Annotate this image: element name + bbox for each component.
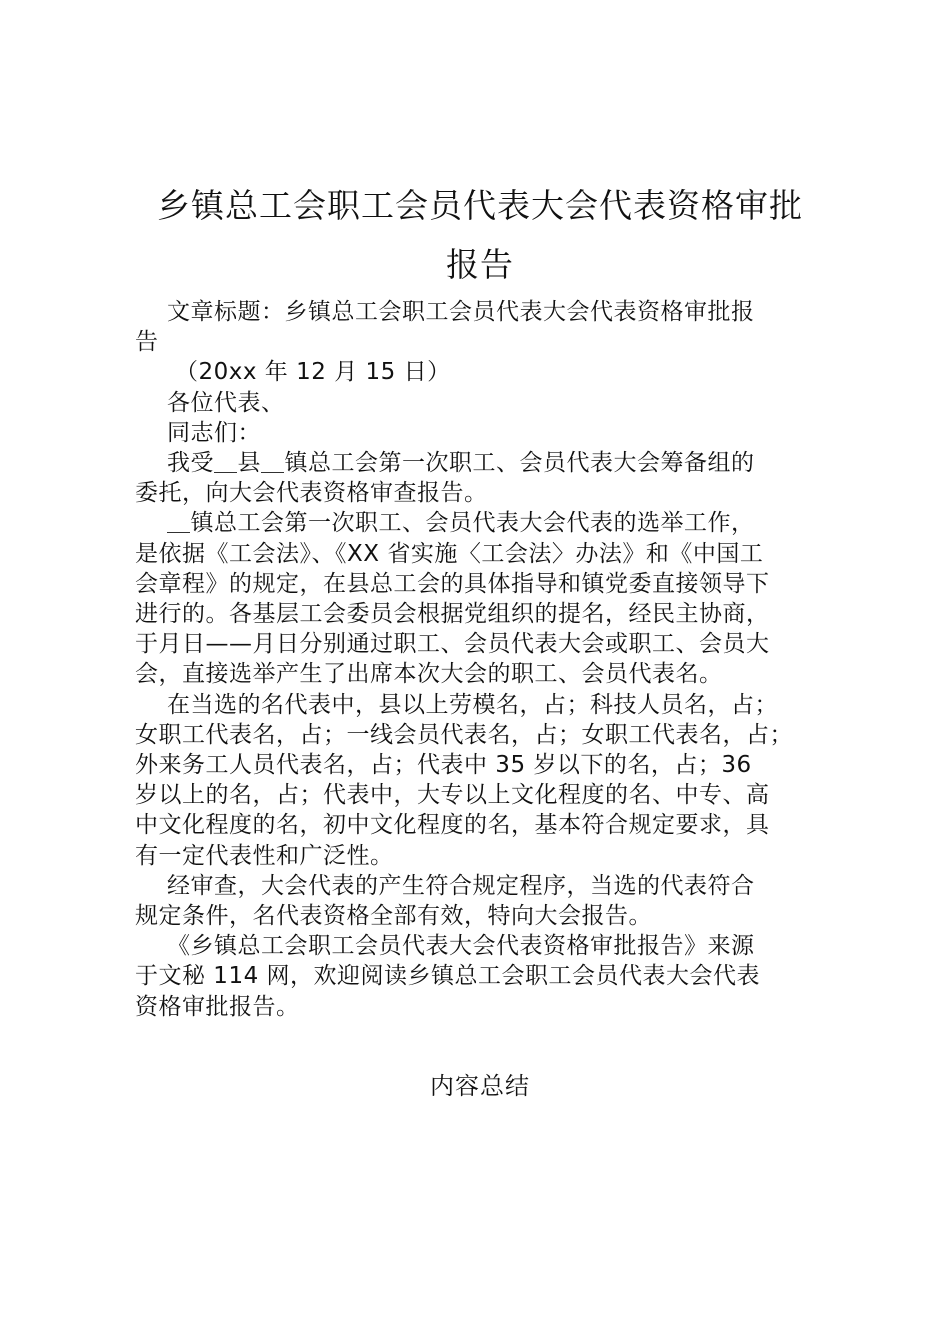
paragraph-3 [135, 690, 850, 871]
text-line: 于文秘 114 网，欢迎阅读乡镇总工会职工会员代表大会代表 [135, 963, 761, 990]
text-line: 文章标题：乡镇总工会职工会员代表大会代表资格审批报 [167, 299, 755, 325]
document-title-line-1: 乡镇总工会职工会员代表大会代表资格审批 [157, 186, 803, 225]
text-line: 于月日——月日分别通过职工、会员代表大会或职工、会员大 [135, 631, 770, 658]
text-line: 会章程》的规定，在县总工会的具体指导和镇党委直接领导下 [135, 570, 770, 597]
text-line: 外来务工人员代表名，占；代表中 35 岁以下的名，占；36 [135, 752, 752, 779]
text-line: 是依据《工会法》、《XX 省实施〈工会法〉办法》和《中国工 [135, 540, 764, 567]
summary-heading: 内容总结 [430, 1072, 530, 1100]
paragraph-2 [135, 508, 850, 689]
article-title-paragraph [135, 297, 850, 357]
text-line: 岁以上的名，占；代表中，大专以上文化程度的名、中专、高 [135, 782, 770, 809]
paragraph-5 [135, 931, 850, 1022]
text-line: 经审查，大会代表的产生符合规定程序，当选的代表符合 [167, 872, 755, 899]
paragraph-1 [135, 448, 850, 508]
text-line: 告 [135, 329, 159, 356]
text-line: 委托，向大会代表资格审查报告。 [135, 480, 488, 507]
text-line: 进行的。各基层工会委员会根据党组织的提名，经民主协商， [135, 601, 770, 628]
text-line: ＿镇总工会第一次职工、会员代表大会代表的选举工作， [167, 510, 755, 537]
text-line: 会，直接选举产生了出席本次大会的职工、会员代表名。 [135, 661, 723, 688]
text-line: 资格审批报告。 [135, 993, 300, 1020]
date-line: （20xx 年 12 月 15 日） [175, 359, 451, 386]
text-line: 女职工代表名，占；一线会员代表名，占；女职工代表名，占； [135, 721, 793, 748]
salutation-line-1: 各位代表、 [167, 389, 285, 416]
document-body [135, 297, 850, 1022]
text-line: 在当选的名代表中，县以上劳模名，占；科技人员名，占； [167, 691, 778, 718]
text-line: 规定条件，名代表资格全部有效，特向大会报告。 [135, 903, 652, 930]
text-line: 有一定代表性和广泛性。 [135, 842, 394, 869]
paragraph-4 [135, 871, 850, 931]
text-line: 《乡镇总工会职工会员代表大会代表资格审批报告》来源 [167, 933, 755, 960]
text-line: 中文化程度的名，初中文化程度的名，基本符合规定要求，具 [135, 812, 770, 839]
text-line: 我受＿县＿镇总工会第一次职工、会员代表大会筹备组的 [167, 450, 755, 477]
document-title-line-2: 报告 [446, 245, 514, 284]
salutation-line-2: 同志们： [167, 419, 261, 446]
